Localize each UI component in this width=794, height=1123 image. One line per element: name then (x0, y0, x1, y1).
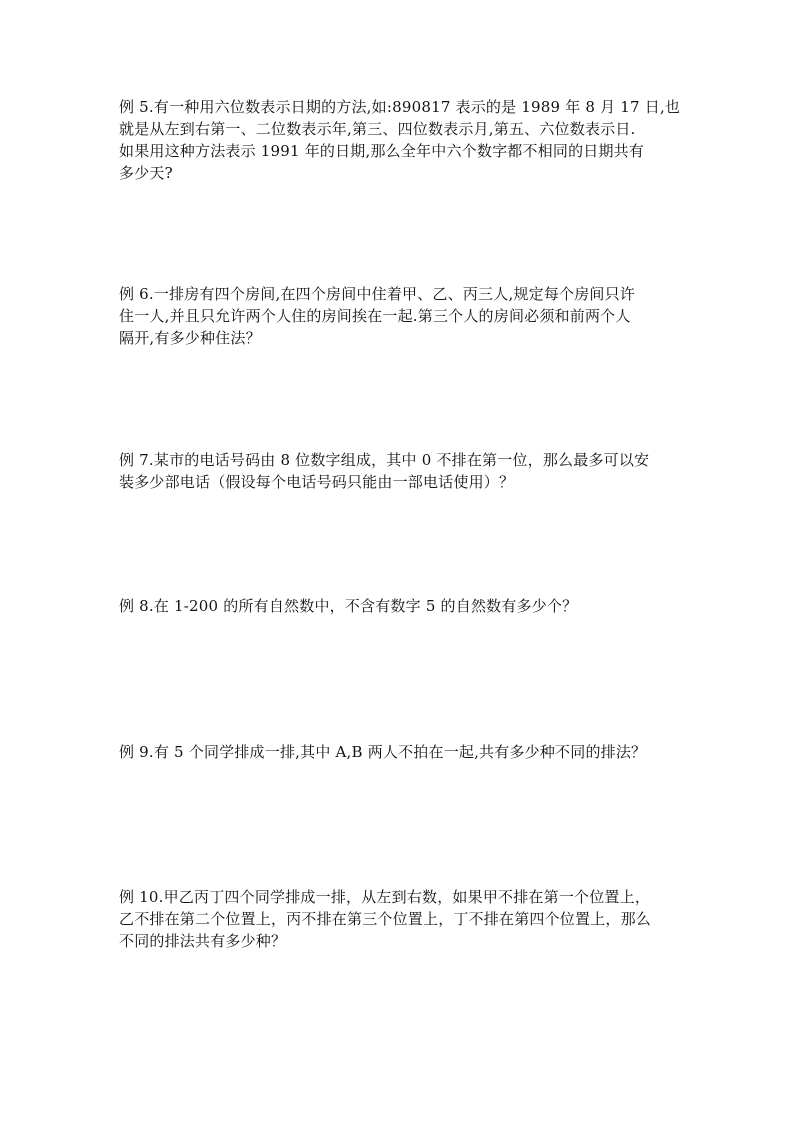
problem-line: 隔开,有多少种住法？ (119, 329, 261, 347)
problem-line: 例 10.甲乙丙丁四个同学排成一排，从左到右数，如果甲不排在第一个位置上， (119, 888, 651, 906)
problem-line: 例 5.有一种用六位数表示日期的方法,如:890817 表示的是 1989 年 8 月 17 日,也 (119, 98, 681, 116)
problem-example-10 (119, 886, 679, 952)
problem-line: 就是从左到右第一、二位数表示年,第三、四位数表示月,第五、六位数表示日. (119, 120, 636, 138)
problem-example-6 (119, 283, 679, 349)
problem-example-7 (119, 449, 679, 493)
problem-line: 住一人,并且只允许两个人住的房间挨在一起.第三个人的房间必须和前两个人 (119, 307, 631, 325)
problem-line: 不同的排法共有多少种？ (119, 932, 287, 950)
problem-example-5 (119, 96, 679, 184)
problem-line: 例 9.有 5 个同学排成一排,其中 A,B 两人不拍在一起,共有多少种不同的排法？ (119, 743, 647, 761)
problem-line: 如果用这种方法表示 1991 年的日期,那么全年中六个数字都不相同的日期共有 (119, 142, 645, 160)
problem-line: 装多少部电话（假设每个电话号码只能由一部电话使用）？ (119, 473, 515, 491)
problem-line: 例 7.某市的电话号码由 8 位数字组成，其中 0 不排在第一位，那么最多可以安 (119, 451, 650, 469)
problem-line: 例 6.一排房有四个房间,在四个房间中住着甲、乙、丙三人,规定每个房间只许 (119, 285, 636, 303)
problem-line: 乙不排在第二个位置上，丙不排在第三个位置上，丁不排在第四个位置上，那么 (119, 910, 652, 928)
problem-example-8 (119, 595, 679, 617)
problem-line: 例 8.在 1-200 的所有自然数中，不含有数字 5 的自然数有多少个？ (119, 597, 578, 615)
problem-line: 多少天? (119, 164, 173, 182)
problem-example-9 (119, 741, 679, 763)
